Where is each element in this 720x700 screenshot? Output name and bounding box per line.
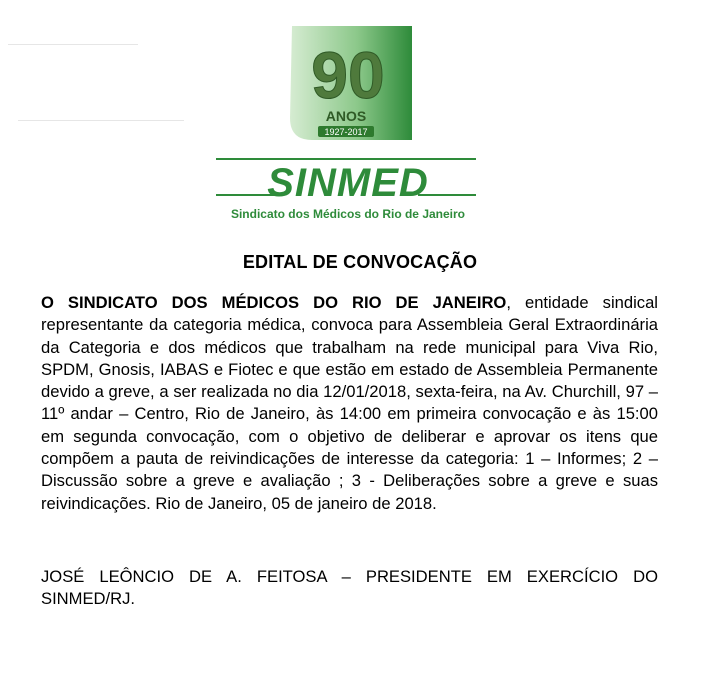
- document-body: [41, 292, 658, 515]
- brand-subtitle: Sindicato dos Médicos do Rio de Janeiro: [230, 207, 466, 221]
- signature-line: JOSÉ LEÔNCIO DE A. FEITOSA – PRESIDENTE EM EXERCÍCIO DO SINMED/RJ.: [41, 567, 658, 609]
- scan-artifact: [18, 120, 184, 121]
- sinmed-90-anos-logo: [212, 20, 484, 226]
- brand-name: SINMED: [267, 161, 429, 205]
- anniversary-years: 1927-2017: [324, 127, 368, 137]
- scan-artifact: [8, 44, 138, 45]
- anniversary-number: 90: [311, 38, 385, 112]
- body-lead: O SINDICATO DOS MÉDICOS DO RIO DE JANEIRO: [41, 293, 507, 312]
- anniversary-word: ANOS: [325, 108, 367, 124]
- document-title: EDITAL DE CONVOCAÇÃO: [242, 252, 478, 272]
- body-text: , entidade sindical representante da categoria médica, convoca para Assembleia Geral Extraordinária da Categoria e dos médicos que trabalham na rede municipal para Viva Rio, SPDM, Gnosis, IABAS e Fiotec e que estão em estado de Assembleia Permanente devido a greve, a ser realizada no dia 12/01/2018, sexta-feira, na Av. Churchill, 97 – 11º andar – Centro, Rio de Janeiro, às 14:00 em primeira convocação e às 15:00 em segunda convocação, com o objetivo de deliberar e aprovar os itens que compõem a pauta de reivindicações de interesse da categoria: 1 – Informes; 2 – Discussão sobre a greve e avaliação ; 3 - Deliberações sobre a greve e suas reivindicações. Rio de Janeiro, 05 de janeiro de 2018.: [41, 293, 658, 513]
- brand-line-top: [216, 158, 476, 160]
